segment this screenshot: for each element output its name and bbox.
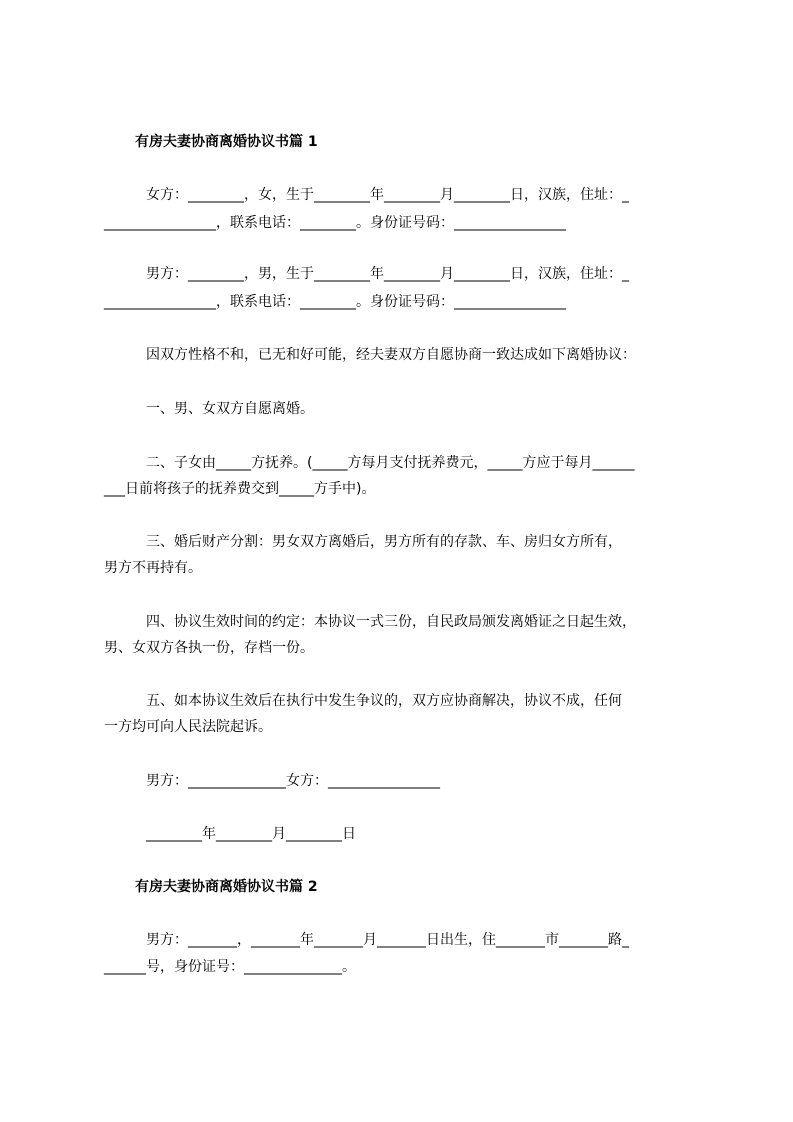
date-line: ________年________月________日 bbox=[146, 826, 356, 842]
clause-1: 一、男、女双方自愿离婚。 bbox=[146, 401, 314, 417]
wife-info-line1: 女方：________，女，生于________年________月________日，汉族，住址：_ bbox=[146, 187, 629, 203]
wife-info-line2: ________________，联系电话：________。身份证号码：________________ bbox=[104, 215, 566, 231]
clause-2-line2: ___日前将孩子的抚养费交到_____方手中)。 bbox=[104, 481, 376, 497]
clause-3-line1: 三、婚后财产分割：男女双方离婚后，男方所有的存款、车、房归女方所有， bbox=[146, 534, 622, 550]
section1-title: 有房夫妻协商离婚协议书篇 1 bbox=[135, 134, 318, 150]
section2-title: 有房夫妻协商离婚协议书篇 2 bbox=[135, 879, 318, 895]
section2-husband-line2: ______号，身份证号：______________。 bbox=[104, 959, 356, 975]
clause-3-line2: 男方不再持有。 bbox=[104, 560, 202, 576]
clause-2-line1: 二、子女由_____方抚养。(_____方每月支付抚养费元，_____方应于每月______ bbox=[146, 455, 635, 471]
husband-info-line1: 男方：________，男，生于________年________月________日，汉族，住址：_ bbox=[146, 266, 629, 282]
clause-5-line2: 一方均可向人民法院起诉。 bbox=[104, 719, 272, 735]
clause-5-line1: 五、如本协议生效后在执行中发生争议的，双方应协商解决，协议不成，任何 bbox=[146, 693, 622, 709]
clause-4-line1: 四、协议生效时间的约定：本协议一式三份，自民政局颁发离婚证之日起生效， bbox=[146, 614, 636, 630]
husband-info-line2: ________________，联系电话：________。身份证号码：________________ bbox=[104, 294, 566, 310]
signature-line: 男方：______________女方：________________ bbox=[146, 773, 440, 789]
intro-paragraph: 因双方性格不和，已无和好可能，经夫妻双方自愿协商一致达成如下离婚协议： bbox=[146, 347, 636, 363]
clause-4-line2: 男、女双方各执一份，存档一份。 bbox=[104, 640, 314, 656]
section2-husband-line1: 男方：_______，_______年_______月_______日出生，住_______市_______路_ bbox=[146, 932, 629, 948]
